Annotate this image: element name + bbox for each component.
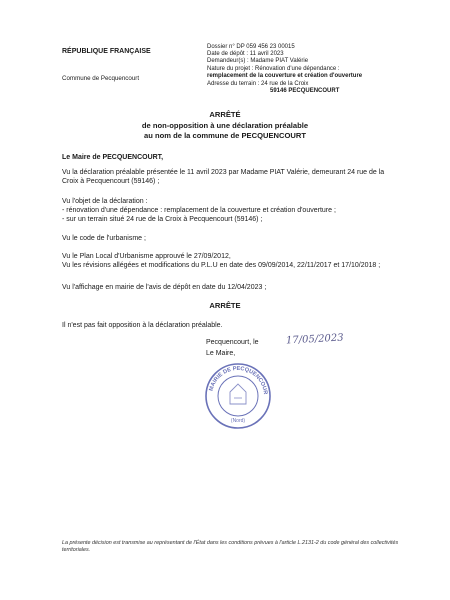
- deposit-date: Date de dépôt : 11 avril 2023: [207, 51, 284, 57]
- svg-text:MAIRIE DE PECQUENCOURT: MAIRIE DE PECQUENCOUR: [208, 365, 269, 395]
- objet-item-1: - rénovation d'une dépendance : remplacement de la couverture et création d'ouverture ;: [62, 207, 336, 214]
- republic-heading: RÉPUBLIQUE FRANÇAISE: [62, 48, 151, 55]
- objet-item-2: - sur un terrain situé 24 rue de la Croix à Pecquencourt (59146) ;: [62, 216, 263, 223]
- decree-commune: au nom de la commune de PECQUENCOURT: [143, 131, 307, 140]
- signature-place-date: Pecquencourt, le: [206, 339, 259, 346]
- arrete-heading: ARRÊTE: [209, 301, 241, 310]
- handwritten-date: 17/05/2023: [285, 332, 344, 347]
- svg-text:(Nord): (Nord): [230, 418, 246, 424]
- vu-plu: Vu le Plan Local d'Urbanisme approuvé le 27/09/2012,: [62, 253, 231, 260]
- dossier-number: Dossier n° DP 059 456 23 00015: [207, 44, 295, 50]
- decree-title: ARRÊTÉ: [209, 110, 241, 119]
- vu-code: Vu le code de l'urbanisme ;: [62, 235, 146, 242]
- vu-revisions: Vu les révisions allégées et modifications du P.L.U en date des 09/09/2014, 22/11/2017 et 17/10/2018 ;: [62, 262, 381, 269]
- applicant: Demandeur(s) : Madame PIAT Valérie: [207, 58, 309, 64]
- vu-declaration: Vu la déclaration préalable présentée le 11 avril 2023 par Madame PIAT Valérie, demeurant 24 rue de la Croix à Pecquencourt (59146) ;: [62, 169, 385, 185]
- decree-subtitle: de non-opposition à une déclaration préalable: [141, 121, 309, 130]
- legal-footer: La présente décision est transmise au représentant de l'État dans les conditions prévues à l'article L.2131-2 du code général des collectivités territoriales.: [62, 540, 399, 553]
- project-nature-label: Nature du projet : Rénovation d'une dépendance :: [207, 66, 340, 72]
- project-nature-value: remplacement de la couverture et création d'ouverture: [207, 73, 363, 79]
- vu-objet: Vu l'objet de la déclaration :: [62, 198, 148, 205]
- land-address-label: Adresse du terrain : 24 rue de la Croix: [207, 81, 309, 87]
- land-address-value: 59146 PECQUENCOURT: [270, 88, 340, 94]
- decision-text: Il n'est pas fait opposition à la déclaration préalable.: [62, 322, 223, 329]
- commune-name: Commune de Pecquencourt: [62, 75, 140, 82]
- mairie-seal-stamp: [204, 362, 272, 430]
- mayor-heading: Le Maire de PECQUENCOURT,: [62, 154, 164, 161]
- vu-affichage: Vu l'affichage en mairie de l'avis de dépôt en date du 12/04/2023 ;: [62, 284, 267, 291]
- mayor-signature-label: Le Maire,: [206, 350, 236, 357]
